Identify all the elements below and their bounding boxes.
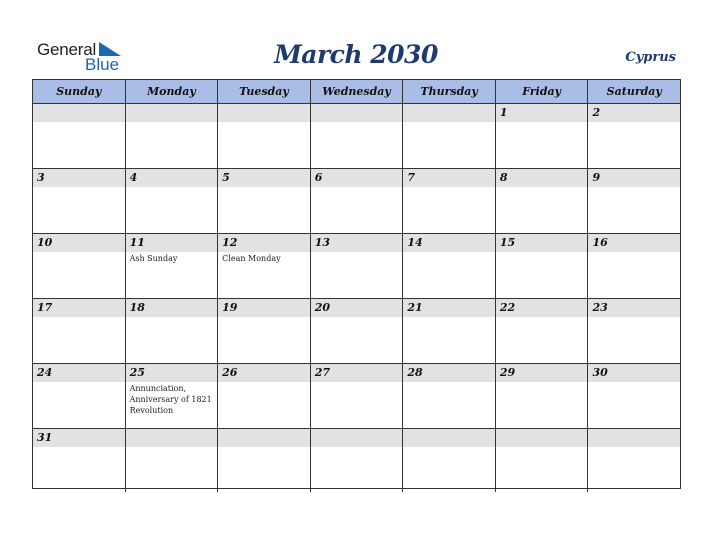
logo-text-blue: Blue: [85, 55, 120, 74]
day-number: 18: [129, 301, 145, 314]
day-cell: [588, 429, 680, 492]
day-number: 21: [407, 301, 423, 314]
day-number-band: [218, 429, 310, 447]
day-number: 15: [499, 236, 516, 249]
day-cell: [33, 169, 126, 233]
day-cell: [218, 364, 311, 428]
day-number-band: [403, 104, 495, 122]
day-number: 13: [314, 236, 331, 249]
day-number-band: [218, 169, 310, 187]
day-number: 30: [592, 366, 608, 379]
day-number: 28: [407, 366, 423, 379]
day-cell: [126, 429, 219, 492]
day-number-band: [311, 104, 403, 122]
calendar-grid: [32, 79, 681, 489]
day-number: 11: [129, 236, 145, 249]
day-number-band: [33, 104, 125, 122]
day-cell: [218, 234, 311, 298]
day-cell: [311, 169, 404, 233]
weekday-friday: Friday: [496, 80, 589, 103]
day-number-band: [311, 429, 403, 447]
day-number: 8: [499, 171, 508, 184]
day-cell: [588, 104, 680, 168]
day-number: 23: [592, 301, 608, 314]
weekday-thursday: Thursday: [403, 80, 496, 103]
weekday-sunday: Sunday: [33, 80, 126, 103]
day-number-band: [496, 169, 588, 187]
day-number: 10: [37, 236, 53, 249]
week-row: [33, 429, 680, 492]
day-cell: [218, 169, 311, 233]
weekday-monday: Monday: [126, 80, 219, 103]
day-number: 17: [37, 301, 53, 314]
day-number-band: [403, 169, 495, 187]
day-number: 31: [37, 431, 53, 444]
day-number: 5: [222, 171, 230, 184]
day-cell: [311, 234, 404, 298]
weekday-wednesday: Wednesday: [311, 80, 404, 103]
day-cell: [126, 234, 219, 298]
day-cell: [403, 104, 496, 168]
day-cell: [496, 169, 589, 233]
day-cell: [33, 364, 126, 428]
day-number: 19: [222, 301, 238, 314]
day-number-band: [403, 429, 495, 447]
day-cell: [403, 429, 496, 492]
day-number: 6: [314, 171, 323, 184]
holiday-label: Annunciation, Anniversary of 1821 Revolution: [129, 384, 212, 415]
day-cell: [218, 429, 311, 492]
day-cell: [403, 364, 496, 428]
day-cell: [33, 234, 126, 298]
day-cell: [126, 364, 219, 428]
day-number-band: [588, 104, 680, 122]
day-cell: [311, 299, 404, 363]
day-cell: [496, 104, 589, 168]
day-number-band: [311, 169, 403, 187]
day-number: 3: [37, 171, 45, 184]
day-cell: [311, 364, 404, 428]
holiday-label: Clean Monday: [222, 254, 281, 263]
day-cell: [33, 299, 126, 363]
day-cell: [33, 104, 126, 168]
week-row: [33, 234, 680, 299]
day-number: 25: [129, 366, 145, 379]
day-cell: [311, 429, 404, 492]
day-number: 12: [222, 236, 238, 249]
day-number-band: [33, 169, 125, 187]
day-cell: [496, 364, 589, 428]
logo-text-general: General: [37, 40, 97, 59]
weekday-header-row: [33, 80, 680, 104]
weekday-tuesday: Tuesday: [218, 80, 311, 103]
day-number-band: [588, 169, 680, 187]
day-cell: [33, 429, 126, 492]
holiday-label: Ash Sunday: [129, 254, 178, 263]
day-number: 24: [37, 366, 53, 379]
day-number: 14: [407, 236, 423, 249]
day-cell: [218, 104, 311, 168]
day-cell: [126, 169, 219, 233]
day-cell: [403, 299, 496, 363]
day-number: 16: [592, 236, 608, 249]
day-cell: [403, 234, 496, 298]
day-cell: [496, 299, 589, 363]
day-cell: [126, 104, 219, 168]
day-number: 1: [499, 106, 508, 119]
day-number-band: [126, 429, 218, 447]
day-number: 27: [314, 366, 331, 379]
day-cell: [403, 169, 496, 233]
week-row: [33, 299, 680, 364]
week-row: [33, 169, 680, 234]
day-cell: [496, 429, 589, 492]
week-row: [33, 364, 680, 429]
day-number: 22: [499, 301, 516, 314]
day-number: 29: [499, 366, 516, 379]
day-number-band: [588, 429, 680, 447]
day-cell: [218, 299, 311, 363]
day-cell: [588, 169, 680, 233]
day-number: 4: [129, 171, 138, 184]
day-number-band: [496, 429, 588, 447]
day-cell: [496, 234, 589, 298]
day-cell: [588, 234, 680, 298]
day-number: 7: [407, 171, 415, 184]
day-cell: [588, 299, 680, 363]
day-number-band: [218, 104, 310, 122]
day-number: 9: [592, 171, 601, 184]
day-cell: [588, 364, 680, 428]
weekday-saturday: Saturday: [606, 85, 662, 98]
calendar-title: March 2030: [274, 40, 438, 69]
country-label: Cyprus: [625, 50, 676, 65]
day-number-band: [126, 169, 218, 187]
day-number: 20: [314, 301, 331, 314]
day-number: 26: [222, 366, 238, 379]
day-cell: [126, 299, 219, 363]
day-number-band: [496, 104, 588, 122]
week-row: [33, 104, 680, 169]
day-number: 2: [592, 106, 601, 119]
day-cell: [311, 104, 404, 168]
day-number-band: [126, 104, 218, 122]
